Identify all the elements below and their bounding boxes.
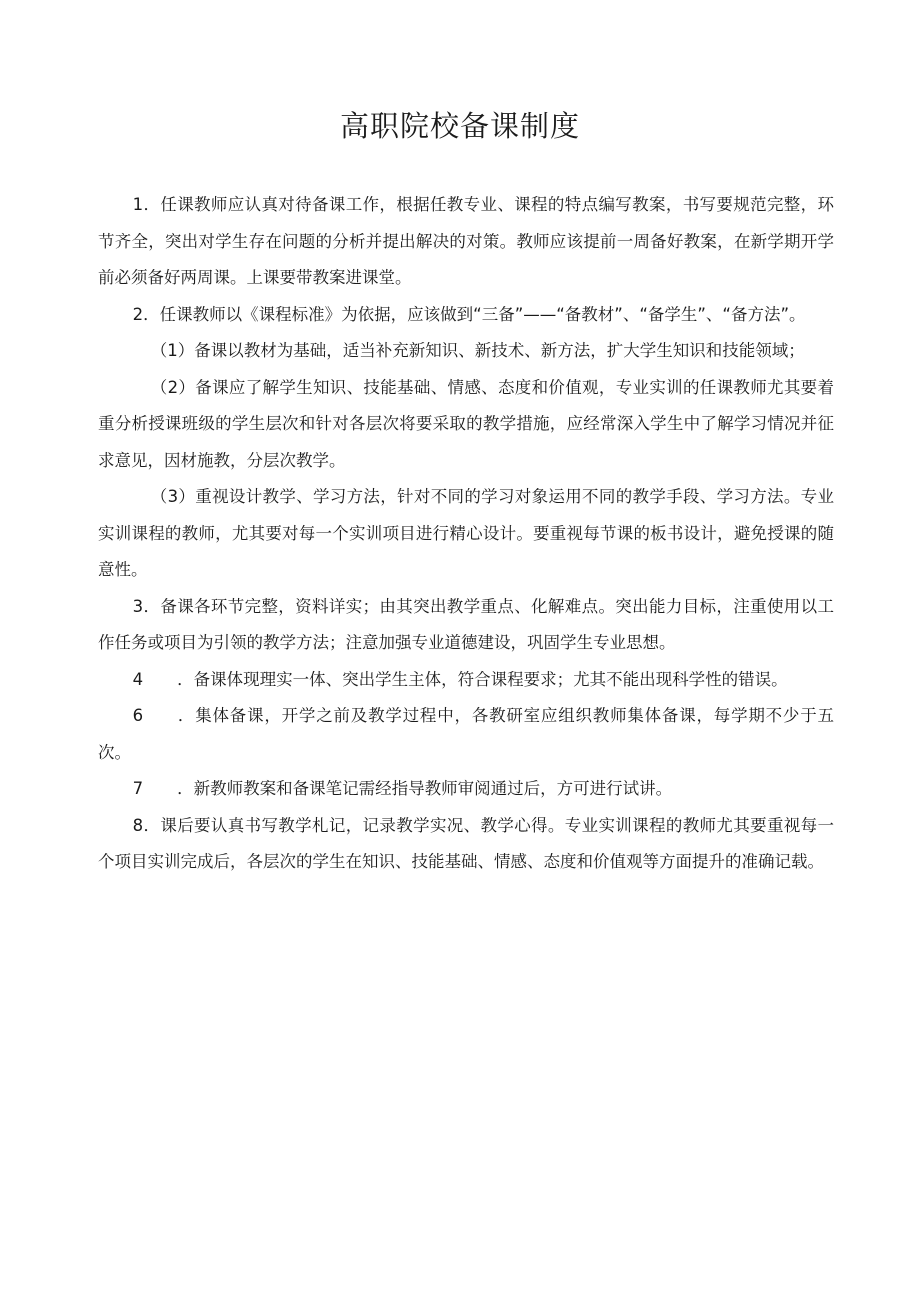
paragraph-number: 8 <box>132 815 144 835</box>
paragraph-text: ．课后要认真书写教学札记，记录教学实况、教学心得。专业实训课程的教师尤其要重视每一个项目实训完成后，各层次的学生在知识、技能基础、情感、态度和价值观等方面提升的准确记载。 <box>98 815 834 871</box>
paragraph-3 <box>98 589 834 662</box>
paragraph-number: 1 <box>132 195 144 214</box>
sub-paragraph-2 <box>98 370 834 480</box>
paragraph-text: 重视设计教学、学习方法，针对不同的学习对象运用不同的教学手段、学习方法。专业实训课程的教师，尤其要对每一个实训项目进行精心设计。要重视每节课的板书设计，避免授课的随意性。 <box>98 487 835 579</box>
sub-paragraph-1 <box>98 333 834 370</box>
paragraph-text: ．集体备课，开学之前及教学过程中，各教研室应组织教师集体备课，每学期不少于五次。 <box>98 706 834 762</box>
paragraph-4 <box>98 662 834 699</box>
paragraph-text: ．新教师教案和备课笔记需经指导教师审阅通过后，方可进行试讲。 <box>177 779 673 798</box>
paragraph-number: 3 <box>132 596 144 616</box>
paragraph-2 <box>98 297 834 334</box>
document-title: 高职院校备课制度 <box>339 109 580 143</box>
paragraph-6 <box>98 698 834 771</box>
paragraph-text: 备课以教材为基础，适当补充新知识、新技术、新方法，扩大学生知识和技能领域； <box>194 341 805 360</box>
paragraph-text: 备课应了解学生知识、技能基础、情感、态度和价值观，专业实训的任课教师尤其要着重分析授课班级的学生层次和针对各层次将要采取的教学措施，应经常深入学生中了解学习情况并征求意见，因材施教，分层次教学。 <box>98 377 835 470</box>
paragraph-number: 6 <box>132 706 144 725</box>
paragraph-7 <box>98 771 834 808</box>
paragraph-number: （3） <box>150 487 196 506</box>
paragraph-number: 2 <box>132 304 144 324</box>
paragraph-number: 7 <box>132 779 144 798</box>
paragraph-text: ．备课各环节完整，资料详实；由其突出教学重点、化解难点。突出能力目标，注重使用以工作任务或项目为引领的教学方法；注意加强专业道德建设，巩固学生专业思想。 <box>98 596 834 652</box>
paragraph-text: ．备课体现理实一体、突出学生主体，符合课程要求；尤其不能出现科学性的错误。 <box>177 669 788 689</box>
paragraph-text: ．任课教师以《课程标准》为依据，应该做到“三备”——“备教材”、“备学生”、“备方法”。 <box>143 304 806 324</box>
sub-paragraph-3 <box>98 479 834 589</box>
paragraph-8 <box>98 808 834 881</box>
paragraph-number: （2） <box>150 377 196 397</box>
paragraph-text: ．任课教师应认真对待备课工作，根据任教专业、课程的特点编写教案，书写要规范完整，环节齐全，突出对学生存在问题的分析并提出解决的对策。教师应该提前一周备好教案，在新学期开学前必须备好两周课。上课要带教案进课堂。 <box>98 195 834 287</box>
document-body <box>98 187 834 881</box>
paragraph-number: 4 <box>132 669 144 689</box>
paragraph-1 <box>98 187 834 297</box>
paragraph-number: （1） <box>150 341 195 360</box>
